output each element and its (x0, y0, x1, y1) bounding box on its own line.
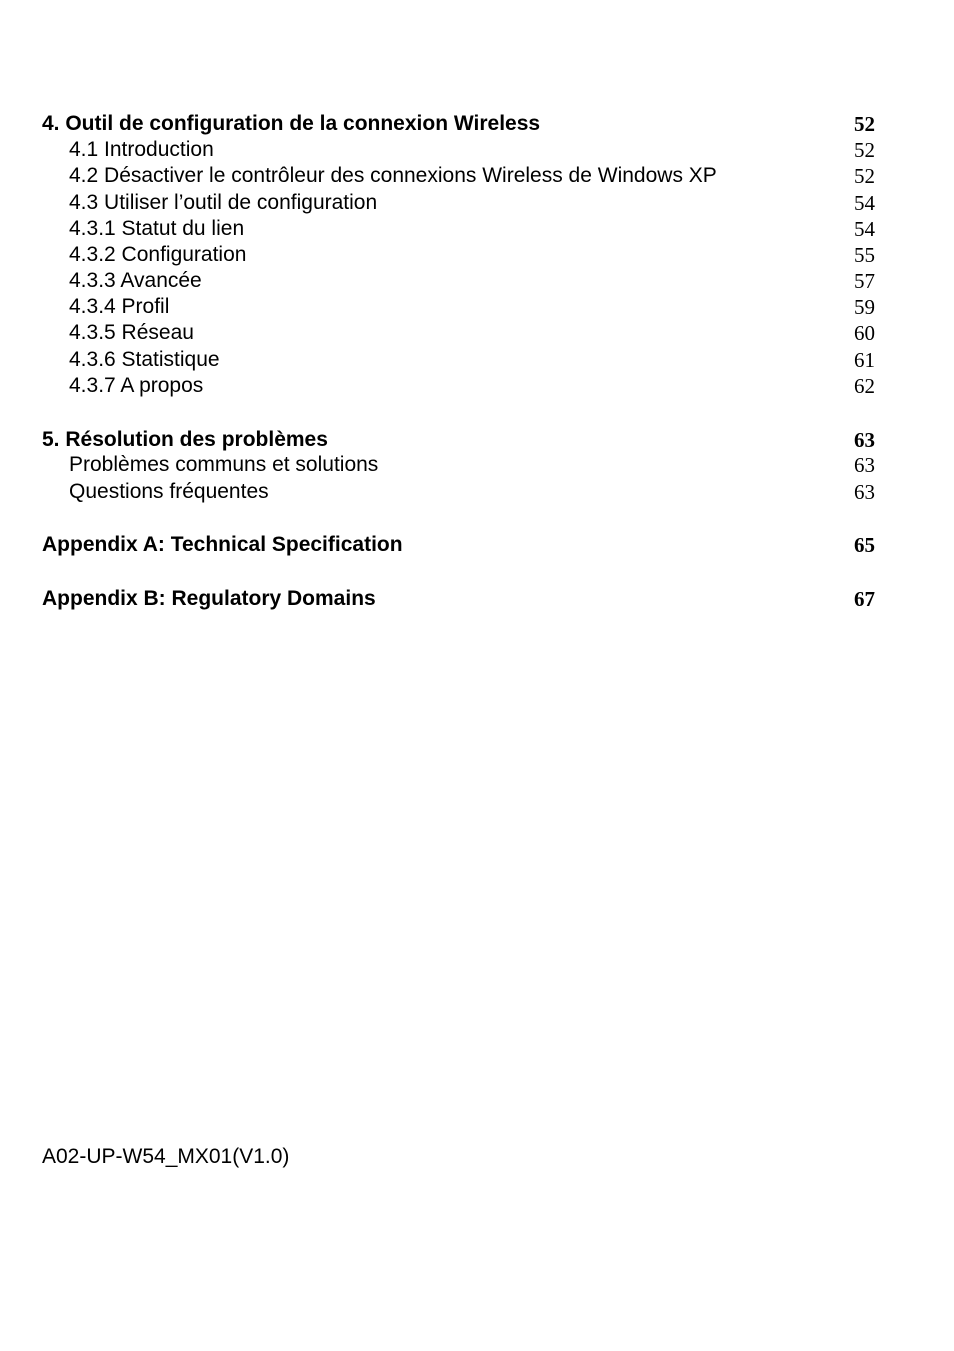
toc-heading-page: 67 (854, 587, 875, 611)
toc-entry-title: 4.3.5 Réseau (69, 321, 194, 344)
toc-entry-page: 62 (854, 374, 875, 398)
toc-heading-section-5 (0, 427, 954, 453)
toc-entry-page: 63 (854, 453, 875, 477)
toc-heading-section-4 (0, 111, 954, 137)
toc-heading-page: 52 (854, 112, 875, 136)
toc-entry-page: 59 (854, 295, 875, 319)
toc-entry-title: 4.3.3 Avancée (69, 269, 202, 292)
toc-entry (0, 216, 954, 242)
toc-heading-title: 5. Résolution des problèmes (42, 428, 328, 451)
toc-entry-title: 4.3.7 A propos (69, 374, 204, 397)
toc-entry-page: 60 (854, 321, 875, 345)
toc-entry-page: 57 (854, 269, 875, 293)
toc-heading-page: 63 (854, 428, 875, 452)
toc-entry-title: Problèmes communs et solutions (69, 453, 379, 476)
toc-heading-title: 4. Outil de configuration de la connexion Wireless (42, 112, 541, 135)
toc-entry (0, 190, 954, 216)
toc-entry (0, 347, 954, 373)
toc-heading-page: 65 (854, 533, 875, 557)
toc-entry-title: 4.2 Désactiver le contrôleur des connexions Wireless de Windows XP (69, 164, 717, 187)
toc-entry (0, 452, 954, 478)
toc-entry (0, 479, 954, 505)
toc-entry-page: 63 (854, 480, 875, 504)
toc-entry-title: 4.3 Utiliser l’outil de configuration (69, 191, 378, 214)
toc-entry-page: 54 (854, 191, 875, 215)
toc-entry (0, 268, 954, 294)
toc-entry-title: Questions fréquentes (69, 480, 269, 503)
toc-heading-title: Appendix A: Technical Specification (42, 533, 403, 556)
toc-entry-page: 54 (854, 217, 875, 241)
toc-entry (0, 320, 954, 346)
toc-heading-appendix-b (0, 586, 954, 612)
toc-entry-page: 55 (854, 243, 875, 267)
toc-entry-page: 52 (854, 138, 875, 162)
toc-entry-title: 4.3.4 Profil (69, 295, 170, 318)
toc-entry (0, 137, 954, 163)
toc-entry-page: 52 (854, 164, 875, 188)
toc-heading-title: Appendix B: Regulatory Domains (42, 587, 376, 610)
toc-entry (0, 373, 954, 399)
toc-entry-title: 4.1 Introduction (69, 138, 214, 161)
toc-heading-appendix-a (0, 532, 954, 558)
toc-entry (0, 294, 954, 320)
toc-entry-title: 4.3.2 Configuration (69, 243, 247, 266)
toc-entry-title: 4.3.1 Statut du lien (69, 217, 245, 240)
toc-entry-page: 61 (854, 348, 875, 372)
toc-entry-title: 4.3.6 Statistique (69, 348, 220, 371)
toc-entry (0, 242, 954, 268)
toc-entry (0, 163, 954, 189)
document-code: A02-UP-W54_MX01(V1.0) (42, 1145, 290, 1168)
